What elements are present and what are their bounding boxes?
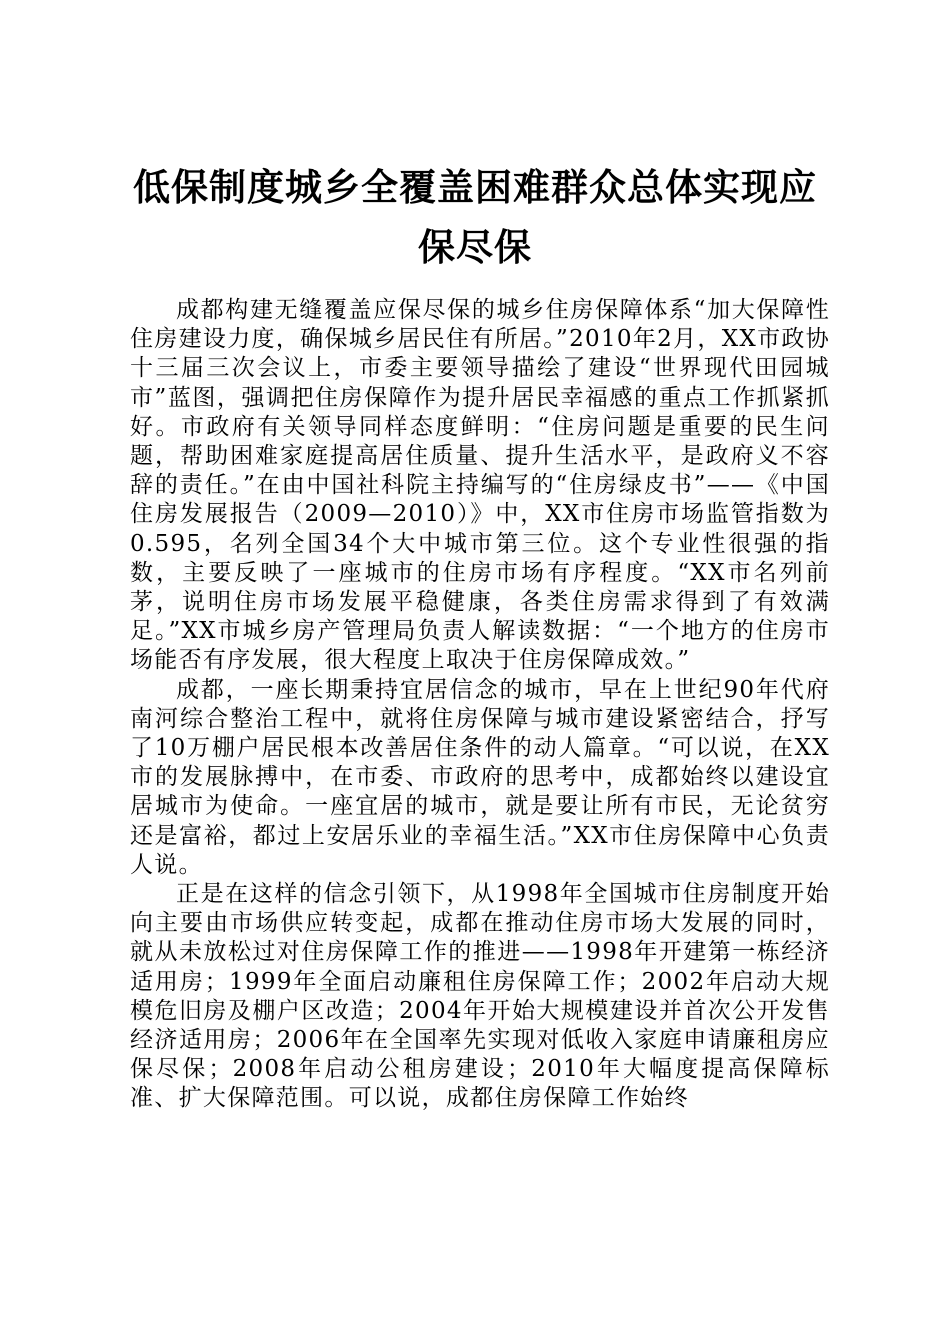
- document-title: 低保制度城乡全覆盖困难群众总体实现应保尽保: [133, 166, 817, 269]
- body-paragraph: 正是在这样的信念引领下，从1998年全国城市住房制度开始向主要由市场供应转变起，成都在推动住房市场大发展的同时，就从未放松过对住房保障工作的推进——1998年开建第一栋经济适用房；1999年全面启动廉租住房保障工作；2002年启动大规模危旧房及棚户区改造；2004年开始大规模建设并首次公开发售经济适用房；2006年在全国率先实现对低收入家庭申请廉租房应保尽保；2008年启动公租房建设；2010年大幅度提高保障标准、扩大保障范围。可以说，成都住房保障工作始终: [130, 881, 830, 1112]
- body-paragraph: 成都构建无缝覆盖应保尽保的城乡住房保障体系“加大保障性住房建设力度，确保城乡居民住有所居。”2010年2月，XX市政协十三届三次会议上，市委主要领导描绘了建设“世界现代田园城市”蓝图，强调把住房保障作为提升居民幸福感的重点工作抓紧抓好。市政府有关领导同样态度鲜明：“住房问题是重要的民生问题，帮助困难家庭提高居住质量、提升生活水平，是政府义不容辞的责任。”在由中国社科院主持编写的“住房绿皮书”——《中国住房发展报告（2009—2010）》中，XX市住房市场监管指数为0.595，名列全国34个大中城市第三位。这个专业性很强的指数，主要反映了一座城市的住房市场有序程度。“XX市名列前茅，说明住房市场发展平稳健康，各类住房需求得到了有效满足。”XX市城乡房产管理局负责人解读数据：“一个地方的住房市场能否有序发展，很大程度上取决于住房保障成效。”: [130, 297, 830, 674]
- document-body: [130, 296, 830, 1114]
- body-paragraph: 成都，一座长期秉持宜居信念的城市，早在上世纪90年代府南河综合整治工程中，就将住房保障与城市建设紧密结合，抒写了10万棚户居民根本改善居住条件的动人篇章。“可以说，在XX市的发展脉搏中，在市委、市政府的思考中，成都始终以建设宜居城市为使命。一座宜居的城市，就是要让所有市民，无论贫穷还是富裕，都过上安居乐业的幸福生活。”XX市住房保障中心负责人说。: [130, 676, 830, 878]
